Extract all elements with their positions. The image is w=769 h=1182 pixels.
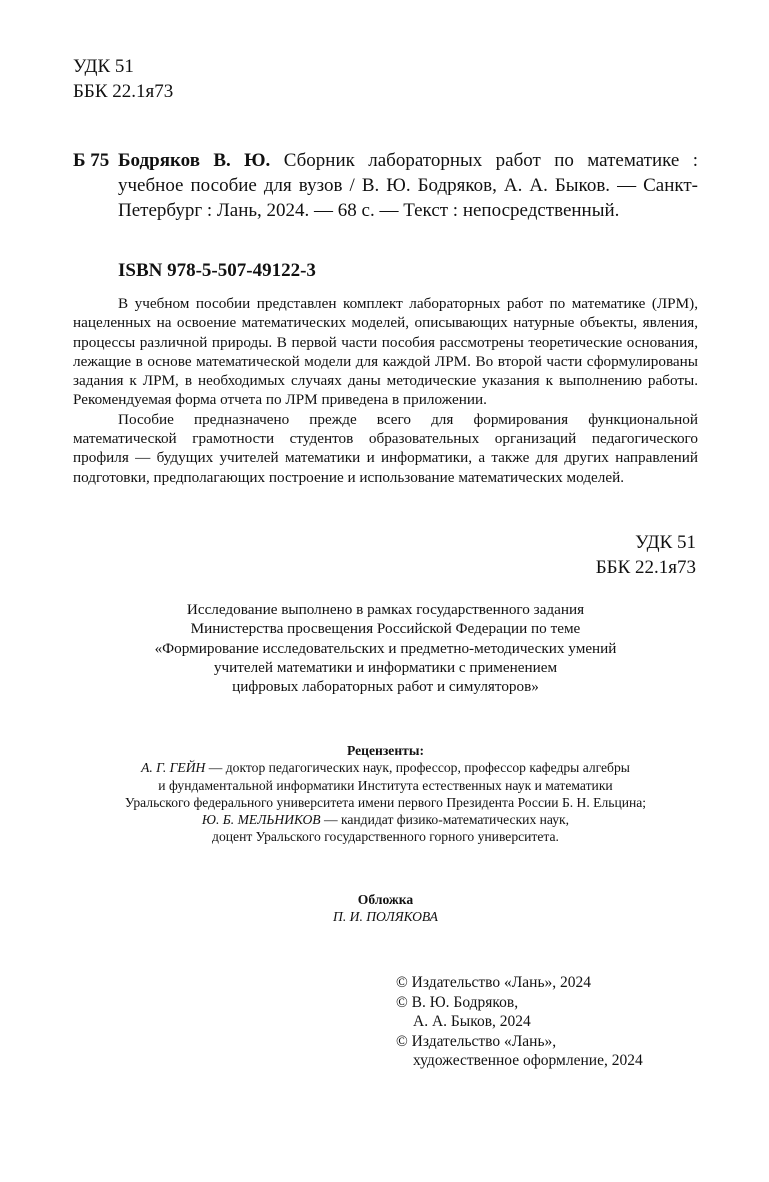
bbk-code: ББК 22.1я73	[595, 557, 696, 578]
bbk-code: ББК 22.1я73	[73, 81, 174, 102]
research-line: цифровых лабораторных работ и симуляторов»	[232, 678, 539, 696]
udk-code: УДК 51	[73, 56, 134, 77]
reviewer-name: Ю. Б. МЕЛЬНИКОВ	[201, 812, 321, 828]
isbn: ISBN 978-5-507-49122-3	[118, 260, 316, 281]
cover-designer: П. И. ПОЛЯКОВА	[333, 909, 438, 925]
copyright-line: художественное оформление, 2024	[413, 1052, 643, 1070]
reviewer-name: А. Г. ГЕЙН	[141, 760, 206, 776]
reviewer-line: и фундаментальной информатики Института естественных наук и математики	[158, 777, 613, 793]
entry-author: Бодряков В. Ю.	[118, 150, 271, 171]
reviewer-line: доцент Уральского государственного горного университета.	[212, 829, 559, 845]
research-line: Министерства просвещения Российской Федерации по теме	[190, 620, 581, 638]
research-line: Исследование выполнено в рамках государственного задания	[186, 601, 585, 618]
author-sign: Б 75	[73, 150, 110, 171]
reviewers-block	[73, 742, 698, 846]
copyright-line: © Издательство «Лань»,	[396, 1032, 557, 1050]
copyright-line: А. А. Быков, 2024	[413, 1013, 531, 1031]
classification-block-top	[73, 54, 173, 104]
copyright-block	[396, 973, 643, 1071]
reviewer-credentials: — доктор педагогических наук, профессор, профессор кафедры алгебры	[205, 760, 630, 776]
research-line: «Формирование исследовательских и предметно-методических умений	[154, 639, 617, 657]
reviewers-heading: Рецензенты:	[346, 743, 424, 758]
research-line: учителей математики и информатики с применением	[213, 658, 558, 676]
reviewer-line	[73, 811, 698, 828]
research-funding-note	[73, 600, 698, 696]
reviewer-line	[73, 759, 698, 776]
cover-credit	[73, 891, 698, 926]
abstract-paragraph: Пособие предназначено прежде всего для формирования функциональной математической грамотности студентов образовательных организаций педагогического профиля — будущих учителей математики и информатики, а также для других направлений подготовки, предполагающих построение и использование математических моделей.	[73, 410, 698, 486]
classification-block-right	[596, 530, 696, 580]
reviewer-line: Уральского федерального университета имени первого Президента России Б. Н. Ельцина;	[124, 794, 647, 810]
copyright-line: © В. Ю. Бодряков,	[396, 993, 519, 1011]
entry-description: Сборник лабораторных работ по математике : учебное пособие для вузов / В. Ю. Бодряков, А. А. Быков. — Санкт-Петербург : Лань, 2024. — 68 с. — Текст : непосредственный.	[118, 150, 698, 221]
bibliographic-entry	[73, 148, 698, 223]
cover-heading: Обложка	[357, 892, 414, 907]
copyright-line: © Издательство «Лань», 2024	[396, 974, 592, 991]
udk-code: УДК 51	[635, 532, 696, 553]
bibliographic-description	[118, 148, 698, 223]
reviewer-credentials: — кандидат физико-математических наук,	[320, 812, 570, 828]
abstract-paragraph: В учебном пособии представлен комплект лабораторных работ по математике (ЛРМ), нацеленных на освоение математических моделей, описывающих натурные объекты, явления, процессы различной природы. В первой части пособия рассмотрены теоретические основания, лежащие в основе математической модели для каждой ЛРМ. Во второй части сформулированы задания к ЛРМ, в необходимых случаях даны методические указания к выполнению работы. Рекомендуемая форма отчета по ЛРМ приведена в приложении.	[73, 295, 698, 409]
abstract	[73, 294, 698, 487]
